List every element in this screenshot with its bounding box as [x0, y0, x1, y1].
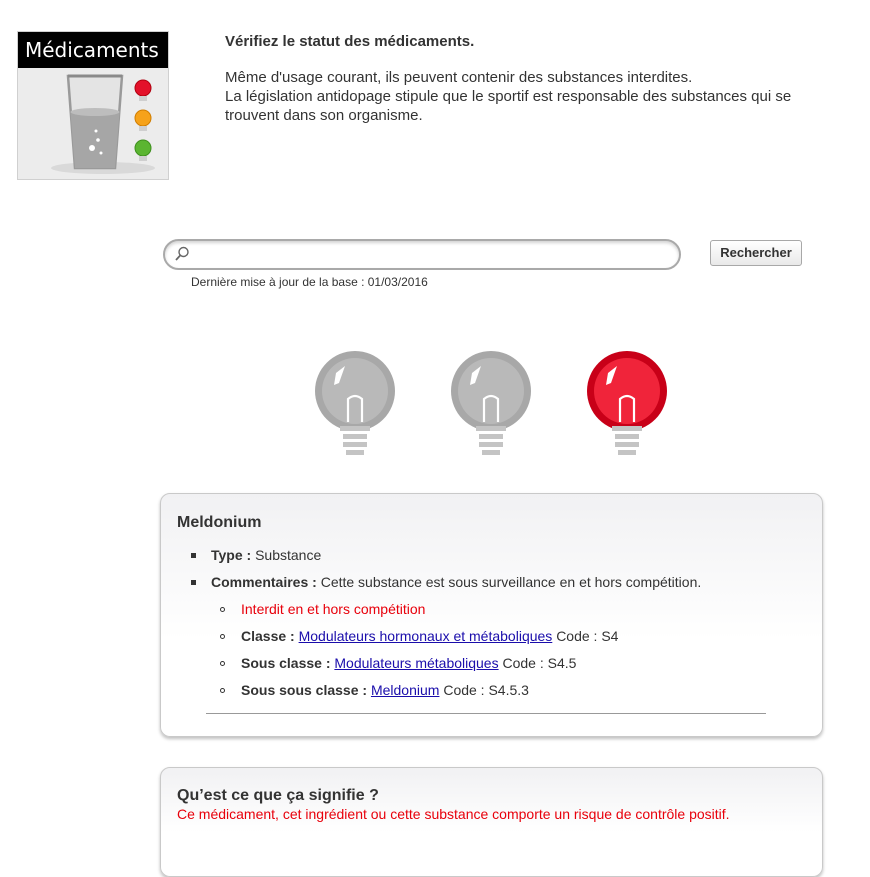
bullet	[220, 607, 225, 612]
classe-label: Classe :	[241, 628, 295, 644]
sous-sous-classe-code: Code : S4.5.3	[443, 682, 529, 698]
type-row	[211, 547, 321, 563]
bulb-icon-red-active	[584, 349, 670, 461]
classe-link[interactable]: Modulateurs hormonaux et métaboliques	[298, 628, 553, 644]
type-value: Substance	[255, 547, 322, 563]
bullet	[191, 553, 196, 558]
status-text: Interdit en et hors compétition	[241, 601, 426, 617]
meaning-card	[160, 767, 823, 877]
result-card	[160, 493, 823, 737]
sous-classe-code: Code : S4.5	[502, 655, 577, 671]
last-update-note: Dernière mise à jour de la base : 01/03/2016	[191, 275, 428, 289]
bullet	[220, 661, 225, 666]
glass-with-lights-icon	[18, 68, 168, 180]
intro-line-3: trouvent dans son organisme.	[225, 107, 423, 124]
intro-section	[225, 32, 845, 125]
sous-classe-row	[241, 655, 576, 671]
bullet	[220, 634, 225, 639]
sous-sous-classe-link[interactable]: Meldonium	[370, 682, 440, 698]
result-name: Meldonium	[177, 514, 262, 531]
comments-value: Cette substance est sous surveillance en et hors compétition.	[320, 574, 702, 590]
sous-sous-classe-label: Sous sous classe :	[241, 682, 368, 698]
bullet	[191, 580, 196, 585]
logo-title: Médicaments	[18, 32, 168, 68]
intro-line-1: Même d'usage courant, ils peuvent contenir des substances interdites.	[225, 69, 693, 86]
comments-row	[211, 574, 701, 590]
sous-sous-classe-row	[241, 682, 529, 698]
meaning-title: Qu’est ce que ça signifie ?	[177, 787, 379, 804]
bulb-icon-inactive-2	[448, 349, 534, 461]
classe-row	[241, 628, 618, 644]
search-field[interactable]	[163, 239, 681, 270]
meaning-text: Ce médicament, cet ingrédient ou cette substance comporte un risque de contrôle positif.	[177, 806, 730, 822]
search-button[interactable]: Rechercher	[710, 240, 802, 266]
page-title: Vérifiez le statut des médicaments.	[225, 33, 475, 50]
type-label: Type :	[211, 547, 252, 563]
search-icon	[174, 246, 190, 262]
bullet	[220, 688, 225, 693]
classe-code: Code : S4	[556, 628, 619, 644]
medicaments-logo	[17, 31, 169, 180]
bulb-icon-inactive-1	[312, 349, 398, 461]
sous-classe-link[interactable]: Modulateurs métaboliques	[334, 655, 499, 671]
sous-classe-label: Sous classe :	[241, 655, 331, 671]
comments-label: Commentaires :	[211, 574, 317, 590]
divider	[206, 713, 766, 714]
intro-line-2: La législation antidopage stipule que le sportif est responsable des substances qui se	[225, 88, 792, 105]
search-input[interactable]	[197, 244, 671, 268]
